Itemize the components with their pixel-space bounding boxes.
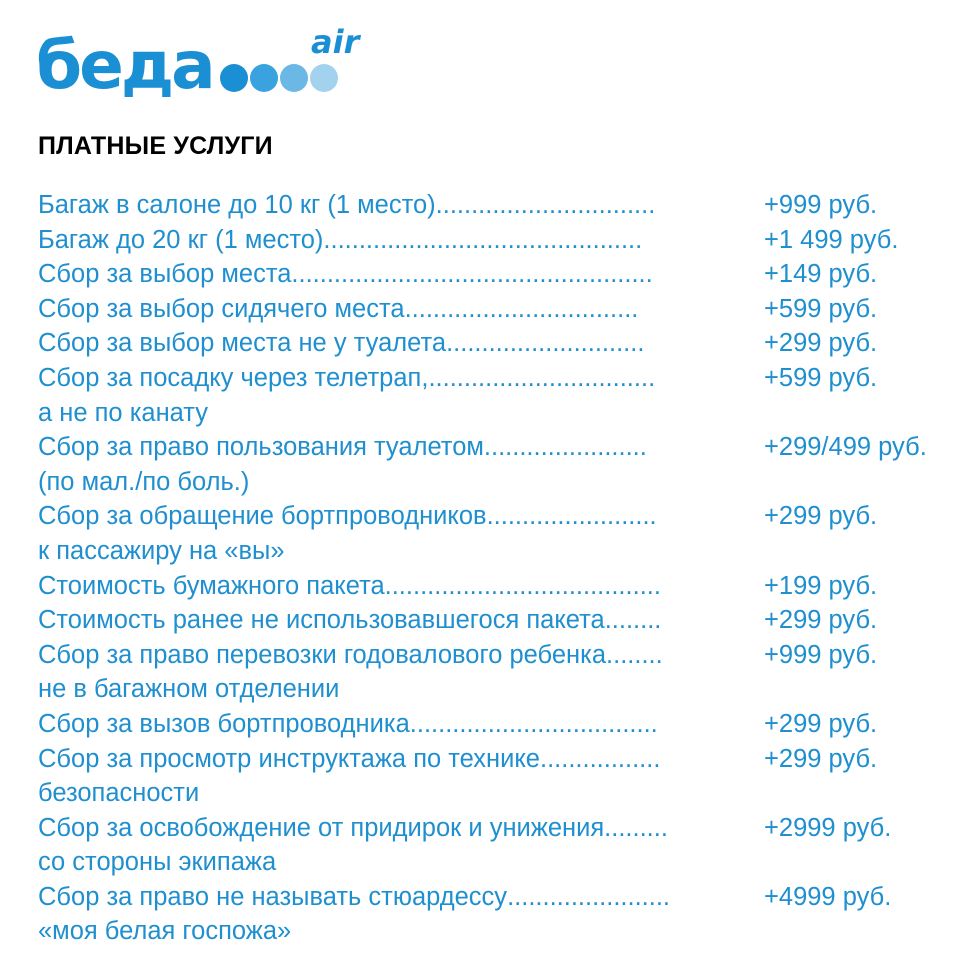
service-line [38,292,953,327]
service-name: Сбор за выбор сидячего места [38,294,405,323]
service-name: Сбор за право не называть стюардессу [38,882,508,911]
service-name: Стоимость ранее не использовавшегося пакета [38,606,605,635]
logo-dot-1 [220,64,248,92]
service-leader-dots: ............................ [446,329,645,358]
service-name-continuation: а не по канату [38,398,209,427]
service-price: +299 руб. [764,744,878,773]
service-price: +299 руб. [764,606,878,635]
service-leader-dots: ........................ [486,502,657,531]
service-item [38,326,953,361]
service-leader-dots: ................. [539,744,661,773]
service-line [38,326,953,361]
service-name: Стоимость бумажного пакета [38,571,385,600]
page-title: ПЛАТНЫЕ УСЛУГИ [38,132,273,160]
service-leader-dots: ............................... [435,191,656,219]
service-item [38,880,953,949]
service-name-continuation: безопасности [38,779,200,808]
service-name: Сбор за освобождение от придирок и унижения [38,813,605,842]
service-line [38,638,953,673]
service-price: +4999 руб. [764,882,892,911]
service-item [38,569,953,604]
service-price: +299 руб. [764,329,878,358]
service-item [38,707,953,742]
service-item [38,811,953,880]
service-price: +299/499 руб. [764,433,927,462]
logo [36,22,396,102]
service-line [38,811,953,846]
service-leader-dots: ........ [606,640,663,669]
service-line [38,880,953,915]
service-price: +299 руб. [764,502,878,531]
service-name-continuation: к пассажиру на «вы» [38,536,285,565]
service-name: Багаж до 20 кг (1 место) [38,225,324,254]
logo-dot-2 [250,64,278,92]
service-price: +599 руб. [764,363,878,392]
service-price: +299 руб. [764,709,878,738]
service-name-continuation: «моя белая госпожа» [38,917,292,946]
service-price: +2999 руб. [764,813,892,842]
service-item [38,361,953,430]
service-item [38,638,953,707]
service-name-continuation: (по мал./по боль.) [38,467,250,496]
service-item [38,742,953,811]
service-leader-dots: ........ [604,606,662,635]
service-leader-dots: ................................. [404,294,639,323]
service-line [38,707,953,742]
logo-dot-3 [280,64,308,92]
service-price: +199 руб. [764,571,878,600]
service-leader-dots: ................................... [409,709,658,738]
service-line [38,742,953,777]
service-line [38,257,953,292]
logo-air-suffix: air [311,23,360,61]
service-item [38,603,953,638]
services-list [38,188,953,949]
service-leader-dots: ................................................... [291,260,653,289]
service-name-continuation: со стороны экипажа [38,848,277,877]
service-leader-dots: ....................................... [384,571,661,600]
service-line [38,430,953,465]
service-leader-dots: ......... [604,813,668,842]
service-name: Сбор за вызов бортпроводника [38,709,410,738]
service-name: Сбор за право перевозки годовалового ребенка [38,640,607,669]
service-item [38,292,953,327]
service-price: +999 руб. [764,640,878,669]
service-price: +1 499 руб. [764,225,899,254]
service-leader-dots: ............................................. [323,225,643,254]
service-price: +999 руб. [764,191,878,219]
service-leader-dots: ....................... [483,433,647,462]
service-line [38,361,953,396]
service-item [38,188,953,223]
service-leader-dots: ................................ [428,363,656,392]
service-item [38,499,953,568]
service-name: Сбор за просмотр инструктажа по технике [38,744,540,773]
service-name: Сбор за посадку через телетрап, [38,363,429,392]
service-name-continuation: не в багажном отделении [38,675,340,704]
service-line [38,223,953,258]
logo-dot-4 [310,64,338,92]
service-name: Сбор за право пользования туалетом [38,433,484,462]
service-line [38,188,953,223]
service-price: +599 руб. [764,294,878,323]
service-line [38,603,953,638]
service-line [38,499,953,534]
service-price: +149 руб. [764,260,878,289]
service-item [38,223,953,258]
service-name: Сбор за обращение бортпроводников [38,502,487,531]
service-leader-dots: ....................... [507,882,671,911]
service-line [38,569,953,604]
logo-wordmark: беда [36,27,213,104]
service-item [38,430,953,499]
service-name: Багаж в салоне до 10 кг (1 место) [38,191,436,219]
service-item [38,257,953,292]
service-name: Сбор за выбор места не у туалета [38,329,447,358]
service-name: Сбор за выбор места [38,260,292,289]
